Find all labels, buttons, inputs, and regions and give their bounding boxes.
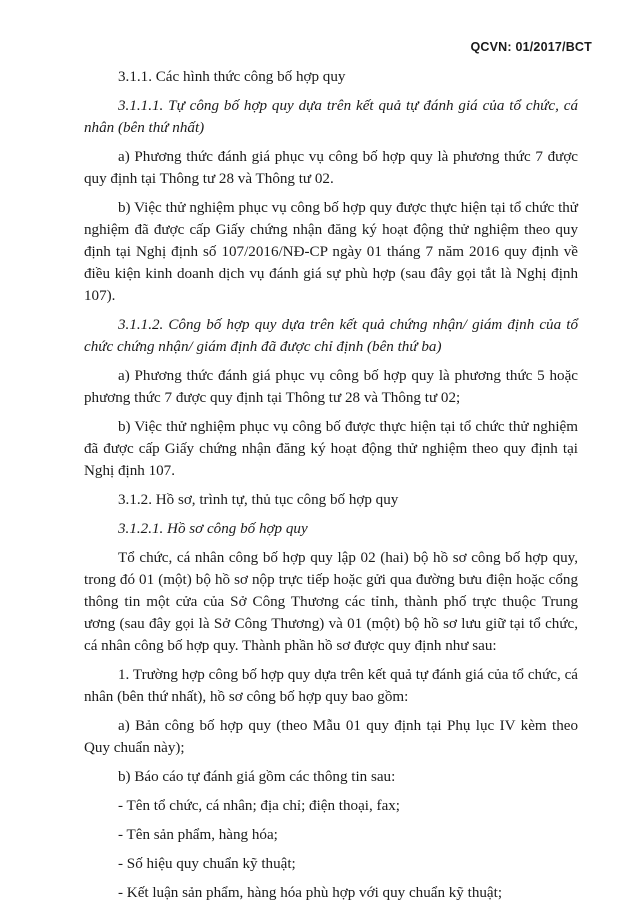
section-heading-3-1-2: 3.1.2. Hồ sơ, trình tự, thủ tục công bố hợp quy — [118, 492, 399, 508]
bullet-item: - Số hiệu quy chuẩn kỹ thuật; — [118, 856, 296, 872]
paragraph-item-a: a) Phương thức đánh giá phục vụ công bố hợp quy là phương thức 5 hoặc phương thức 7 được quy định tại Thông tư 28 và Thông tư 02; — [84, 368, 578, 406]
paragraph-item-b: b) Việc thử nghiệm phục vụ công bố được thực hiện tại tổ chức thử nghiệm đã được cấp Giấy chứng nhận đăng ký hoạt động thử nghiệm theo quy định tại Nghị định 107. — [84, 419, 578, 479]
document-body — [84, 66, 578, 911]
paragraph-item-a: a) Phương thức đánh giá phục vụ công bố hợp quy là phương thức 7 được quy định tại Thông tư 28 và Thông tư 02. — [84, 149, 578, 187]
paragraph-item-1: 1. Trường hợp công bố hợp quy dựa trên kết quả tự đánh giá của tổ chức, cá nhân (bên thứ nhất), hồ sơ công bố hợp quy bao gồm: — [84, 667, 578, 705]
subsection-heading-3-1-1-1: 3.1.1.1. Tự công bố hợp quy dựa trên kết quả tự đánh giá của tổ chức, cá nhân (bên thứ nhất) — [84, 98, 578, 136]
paragraph-item-a: a) Bản công bố hợp quy (theo Mẫu 01 quy định tại Phụ lục IV kèm theo Quy chuẩn này); — [84, 718, 578, 756]
document-code-header: QCVN: 01/2017/BCT — [470, 40, 592, 54]
subsection-heading-3-1-2-1: 3.1.2.1. Hồ sơ công bố hợp quy — [118, 521, 308, 537]
bullet-item: - Kết luận sản phẩm, hàng hóa phù hợp với quy chuẩn kỹ thuật; — [118, 885, 503, 901]
paragraph-body: Tổ chức, cá nhân công bố hợp quy lập 02 (hai) bộ hồ sơ công bố hợp quy, trong đó 01 (một) bộ hồ sơ nộp trực tiếp hoặc gửi qua đường bưu điện hoặc cổng thông tin một cửa của Sở Công Thương các tỉnh, thành phố trực thuộc Trung ương (sau đây gọi là Sở Công Thương) và 01 (một) bộ hồ sơ lưu giữ tại tổ chức, cá nhân công bố hợp quy. Thành phần hồ sơ được quy định như sau: — [84, 550, 578, 654]
bullet-item: - Tên sản phẩm, hàng hóa; — [118, 827, 278, 843]
paragraph-item-b: b) Báo cáo tự đánh giá gồm các thông tin sau: — [118, 769, 396, 785]
paragraph-item-b: b) Việc thử nghiệm phục vụ công bố hợp quy được thực hiện tại tổ chức thử nghiệm đã được cấp Giấy chứng nhận đăng ký hoạt động thử nghiệm theo quy định tại Nghị định số 107/2016/NĐ-CP ngày 01 tháng 7 năm 2016 quy định về điều kiện kinh doanh dịch vụ đánh giá sự phù hợp (sau đây gọi tắt là Nghị định 107). — [84, 200, 578, 304]
subsection-heading-3-1-1-2: 3.1.1.2. Công bố hợp quy dựa trên kết quả chứng nhận/ giám định của tổ chức chứng nhận/ giám định đã được chỉ định (bên thứ ba) — [84, 317, 578, 355]
bullet-item: - Tên tổ chức, cá nhân; địa chỉ; điện thoại, fax; — [118, 798, 401, 814]
section-heading-3-1-1: 3.1.1. Các hình thức công bố hợp quy — [118, 69, 346, 85]
